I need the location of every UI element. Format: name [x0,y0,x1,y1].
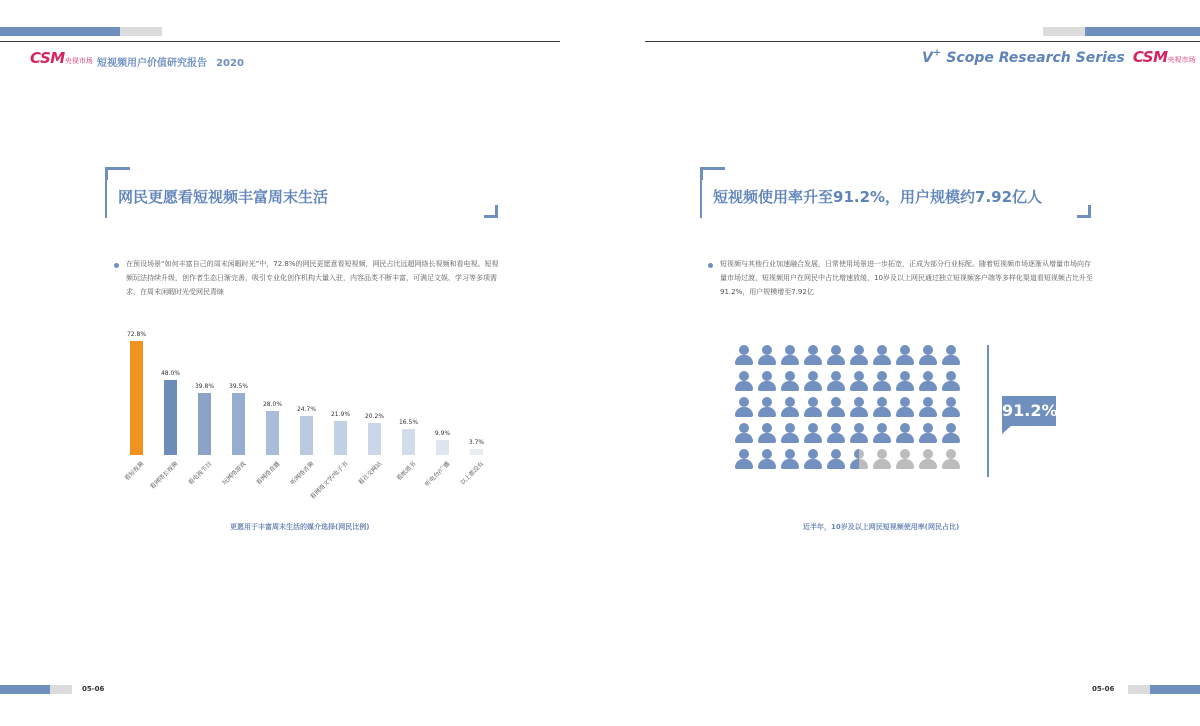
usage-people-grid [735,345,975,480]
person-icon [827,423,845,443]
person-icon [850,345,868,365]
chart-bar [436,440,449,455]
person-icon [919,371,937,391]
chart-category-label: 看电视节目 [187,460,214,487]
person-icon [804,397,822,417]
chart-bar [402,429,415,455]
person-icon [919,397,937,417]
chart-value-label: 39.5% [228,383,249,391]
chart-value-label: 21.9% [330,410,351,418]
person-icon [804,449,822,469]
right-chart-caption: 近半年，10岁及以上网民短视频使用率(网民占比) [803,523,960,531]
person-icon [735,449,753,469]
person-icon [873,371,891,391]
header-rule-right [645,41,1200,42]
person-icon [896,449,914,469]
chart-value-label: 16.5% [398,419,419,427]
title-corner-bottom-right [484,205,498,218]
chart-bar [164,380,177,455]
person-icon [942,449,960,469]
person-icon [804,423,822,443]
chart-value-label: 24.7% [296,406,317,414]
person-icon [896,371,914,391]
person-icon [758,423,776,443]
person-icon [850,449,868,469]
person-icon [804,371,822,391]
chart-category-label: 听网络音频 [289,460,316,487]
person-icon [896,345,914,365]
person-icon [781,345,799,365]
person-icon [758,371,776,391]
person-icon [827,397,845,417]
person-icon [942,423,960,443]
right-paragraph: 短视频与其他行业加速融合发展，日常使用场景进一步拓宽，正成为部分行业标配。随着短视频市场逐渐从增量市场向存量市场过渡，短视频用户在网民中占比增速放缓，10岁及以上网民通过独立短视频客户端等多样化渠道看短视频占比升至91.2%，用户规模增至7.92亿 [720,260,1093,296]
person-icon [827,345,845,365]
title-left-rule [105,170,107,218]
person-icon [781,371,799,391]
person-icon [735,345,753,365]
person-icon [896,397,914,417]
footer-accent-bar-right [1150,685,1200,694]
person-icon [942,397,960,417]
header-accent-bar [0,27,120,36]
person-icon [850,371,868,391]
chart-value-label: 3.7% [468,439,485,447]
chart-value-label: 28.0% [262,401,283,409]
person-icon [804,345,822,365]
chart-bar [266,411,279,455]
series-header: V+ Scope Research Series CSM央视市场 [922,47,1196,66]
paragraph-bullet [114,263,119,268]
header-gray-bar-right [1043,27,1085,36]
title-corner-bottom-right-right [1077,205,1091,218]
csm-logo: CSM央视市场 [30,49,93,67]
chart-bar [198,393,211,455]
person-icon [735,397,753,417]
chart-category-label: 看短视频 [123,460,146,483]
chart-bar [232,393,245,455]
chart-value-label: 48.0% [160,370,181,377]
header-accent-bar-right [1085,27,1200,36]
person-icon [873,449,891,469]
footer-gray-bar [50,685,72,694]
chart-value-label: 39.8% [194,382,215,390]
right-page-number: 05-06 [1092,685,1115,693]
title-corner-top-left [105,167,130,180]
person-icon [758,345,776,365]
person-icon [850,423,868,443]
chart-category-label: 以上都没有 [459,460,486,487]
chart-bar [368,423,381,455]
grid-divider-line [987,345,989,477]
person-icon [827,449,845,469]
person-icon [873,345,891,365]
person-icon [758,397,776,417]
paragraph-bullet-right [708,263,713,268]
chart-bar [300,416,313,455]
footer-gray-bar-right [1128,685,1150,694]
title-left-rule-right [700,170,702,218]
person-icon [942,345,960,365]
chart-category-label: 玩网络游戏 [221,460,248,487]
person-icon [919,345,937,365]
chart-category-label: 看纸质书 [395,460,418,483]
person-icon [850,397,868,417]
person-icon [919,423,937,443]
chart-bar [334,421,347,455]
chart-value-label: 72.8% [126,331,147,339]
chart-bar [130,341,143,455]
person-icon [896,423,914,443]
person-icon [735,371,753,391]
footer-accent-bar [0,685,50,694]
person-icon [758,449,776,469]
header-rule [0,41,560,42]
media-choice-bar-chart [118,300,498,500]
person-icon [873,397,891,417]
person-icon [827,371,845,391]
left-section-title: 网民更愿看短视频丰富周末生活 [118,188,329,206]
person-icon [942,371,960,391]
person-icon [919,449,937,469]
chart-value-label: 9.9% [434,429,451,437]
header-gray-bar [120,27,162,36]
left-paragraph: 在预设场景“如何丰富自己的周末闲暇时光”中，72.8%的网民更愿意看短视频，网民占比远超网络长视频和看电视。短视频玩法持续升级，创作者生态日渐完善，吸引专业化创作机构大量入驻，内容品类不断丰富，可满足文娱、学习等多项需求，在周末闲暇时光受网民青睐 [126,260,499,296]
left-chart-caption: 更愿用于丰富周末生活的媒介选择(网民比例) [230,523,370,531]
chart-category-label: 看网络直播 [255,460,282,487]
person-icon [781,449,799,469]
chart-category-label: 看社交网站 [357,460,384,487]
chart-value-label: 20.2% [364,413,385,421]
usage-rate-callout: 91.2% [1002,396,1056,426]
person-icon [781,423,799,443]
person-icon [735,423,753,443]
left-page-number: 05-06 [82,685,105,693]
title-corner-top-left-right [700,167,725,180]
chart-bar [470,449,483,455]
report-header-title: 短视频用户价值研究报告 2020 [97,58,244,69]
chart-category-label: 看网络长视频 [149,460,180,491]
right-section-title: 短视频使用率升至91.2%，用户规模约7.92亿人 [713,188,1043,206]
person-icon [873,423,891,443]
person-icon [781,397,799,417]
chart-category-label: 看网络文学/电子书 [309,460,350,501]
callout-tail [1002,426,1011,434]
chart-category-label: 听电台/广播 [424,460,452,489]
